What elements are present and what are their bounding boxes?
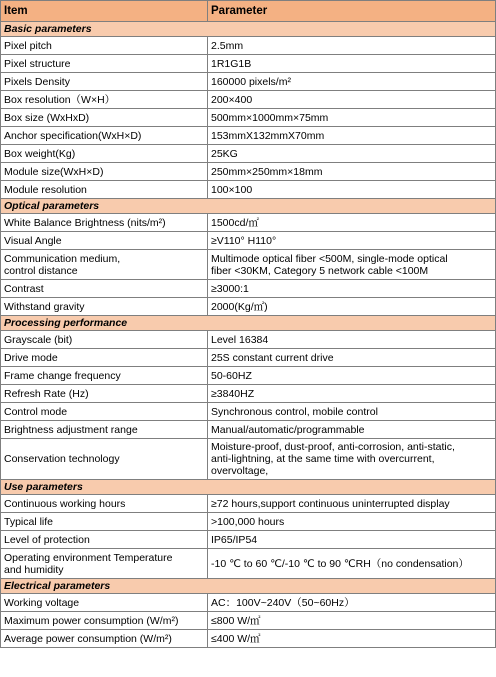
table-row bbox=[1, 367, 496, 385]
parameter-cell: 2.5mm bbox=[208, 37, 496, 55]
parameter-cell: Manual/automatic/programmable bbox=[208, 421, 496, 439]
item-cell: Box size (WxHxD) bbox=[1, 109, 208, 127]
table-row bbox=[1, 630, 496, 648]
item-cell: Grayscale (bit) bbox=[1, 331, 208, 349]
table-row bbox=[1, 109, 496, 127]
parameter-cell: 1500cd/㎡ bbox=[208, 214, 496, 232]
item-cell: Box resolution（W×H） bbox=[1, 91, 208, 109]
table-row bbox=[1, 55, 496, 73]
parameter-cell: ≥3840HZ bbox=[208, 385, 496, 403]
parameter-cell: 160000 pixels/m² bbox=[208, 73, 496, 91]
item-cell: Level of protection bbox=[1, 531, 208, 549]
item-cell: Visual Angle bbox=[1, 232, 208, 250]
item-cell: Module resolution bbox=[1, 181, 208, 199]
table-row bbox=[1, 145, 496, 163]
item-cell: Pixels Density bbox=[1, 73, 208, 91]
parameter-cell: ≥V110° H110° bbox=[208, 232, 496, 250]
parameter-cell: 25KG bbox=[208, 145, 496, 163]
table-row bbox=[1, 495, 496, 513]
table-row bbox=[1, 385, 496, 403]
table-row bbox=[1, 331, 496, 349]
spec-table-body bbox=[1, 1, 496, 648]
parameter-cell: 25S constant current drive bbox=[208, 349, 496, 367]
parameter-cell: Multimode optical fiber <500M, single-mode optical fiber <30KM, Category 5 network cable <100M bbox=[208, 250, 496, 280]
table-row bbox=[1, 127, 496, 145]
table-header-row bbox=[1, 1, 496, 22]
section-row bbox=[1, 199, 496, 214]
item-cell: Maximum power consumption (W/m²) bbox=[1, 612, 208, 630]
table-row bbox=[1, 439, 496, 480]
section-title: Use parameters bbox=[1, 480, 496, 495]
table-row bbox=[1, 91, 496, 109]
table-row bbox=[1, 549, 496, 579]
parameter-cell: -10 ℃ to 60 ℃/-10 ℃ to 90 ℃RH（no condensation） bbox=[208, 549, 496, 579]
item-cell: Contrast bbox=[1, 280, 208, 298]
parameter-cell: >100,000 hours bbox=[208, 513, 496, 531]
item-cell: Conservation technology bbox=[1, 439, 208, 480]
item-cell: Drive mode bbox=[1, 349, 208, 367]
table-row bbox=[1, 403, 496, 421]
item-cell: Control mode bbox=[1, 403, 208, 421]
table-row bbox=[1, 594, 496, 612]
table-row bbox=[1, 250, 496, 280]
parameter-cell: 1R1G1B bbox=[208, 55, 496, 73]
parameter-cell: ≥72 hours,support continuous uninterrupted display bbox=[208, 495, 496, 513]
item-cell: Box weight(Kg) bbox=[1, 145, 208, 163]
item-cell: Frame change frequency bbox=[1, 367, 208, 385]
section-row bbox=[1, 579, 496, 594]
parameter-cell: 153mmX132mmX70mm bbox=[208, 127, 496, 145]
section-title: Optical parameters bbox=[1, 199, 496, 214]
header-parameter: Parameter bbox=[208, 1, 496, 22]
parameter-cell: Level 16384 bbox=[208, 331, 496, 349]
item-cell: Working voltage bbox=[1, 594, 208, 612]
section-row bbox=[1, 22, 496, 37]
table-row bbox=[1, 73, 496, 91]
item-cell: Pixel structure bbox=[1, 55, 208, 73]
parameter-cell: 2000(Kg/㎡) bbox=[208, 298, 496, 316]
item-cell: Withstand gravity bbox=[1, 298, 208, 316]
parameter-cell: ≤800 W/㎡ bbox=[208, 612, 496, 630]
parameter-cell: ≤400 W/㎡ bbox=[208, 630, 496, 648]
parameter-cell: IP65/IP54 bbox=[208, 531, 496, 549]
table-row bbox=[1, 349, 496, 367]
header-item: Item bbox=[1, 1, 208, 22]
section-title: Processing performance bbox=[1, 316, 496, 331]
item-cell: Anchor specification(WxH×D) bbox=[1, 127, 208, 145]
item-cell: Brightness adjustment range bbox=[1, 421, 208, 439]
parameter-cell: Moisture-proof, dust-proof, anti-corrosion, anti-static, anti-lightning, at the same time with overcurrent, overvoltage, bbox=[208, 439, 496, 480]
table-row bbox=[1, 181, 496, 199]
section-row bbox=[1, 480, 496, 495]
section-title: Electrical parameters bbox=[1, 579, 496, 594]
parameter-cell: ≥3000:1 bbox=[208, 280, 496, 298]
parameter-cell: 50-60HZ bbox=[208, 367, 496, 385]
table-row bbox=[1, 612, 496, 630]
table-row bbox=[1, 513, 496, 531]
item-cell: Module size(WxH×D) bbox=[1, 163, 208, 181]
table-row bbox=[1, 163, 496, 181]
item-cell: Typical life bbox=[1, 513, 208, 531]
item-cell: Communication medium, control distance bbox=[1, 250, 208, 280]
parameter-cell: 250mm×250mm×18mm bbox=[208, 163, 496, 181]
item-cell: Continuous working hours bbox=[1, 495, 208, 513]
item-cell: Refresh Rate (Hz) bbox=[1, 385, 208, 403]
parameter-cell: 100×100 bbox=[208, 181, 496, 199]
section-title: Basic parameters bbox=[1, 22, 496, 37]
parameter-cell: Synchronous control, mobile control bbox=[208, 403, 496, 421]
table-row bbox=[1, 531, 496, 549]
table-row bbox=[1, 214, 496, 232]
item-cell: Operating environment Temperature and humidity bbox=[1, 549, 208, 579]
parameter-cell: 500mm×1000mm×75mm bbox=[208, 109, 496, 127]
parameter-cell: AC：100V~240V（50~60Hz） bbox=[208, 594, 496, 612]
item-cell: Pixel pitch bbox=[1, 37, 208, 55]
item-cell: Average power consumption (W/m²) bbox=[1, 630, 208, 648]
section-row bbox=[1, 316, 496, 331]
table-row bbox=[1, 421, 496, 439]
table-row bbox=[1, 280, 496, 298]
item-cell: White Balance Brightness (nits/m²) bbox=[1, 214, 208, 232]
table-row bbox=[1, 232, 496, 250]
table-row bbox=[1, 37, 496, 55]
table-row bbox=[1, 298, 496, 316]
parameter-cell: 200×400 bbox=[208, 91, 496, 109]
